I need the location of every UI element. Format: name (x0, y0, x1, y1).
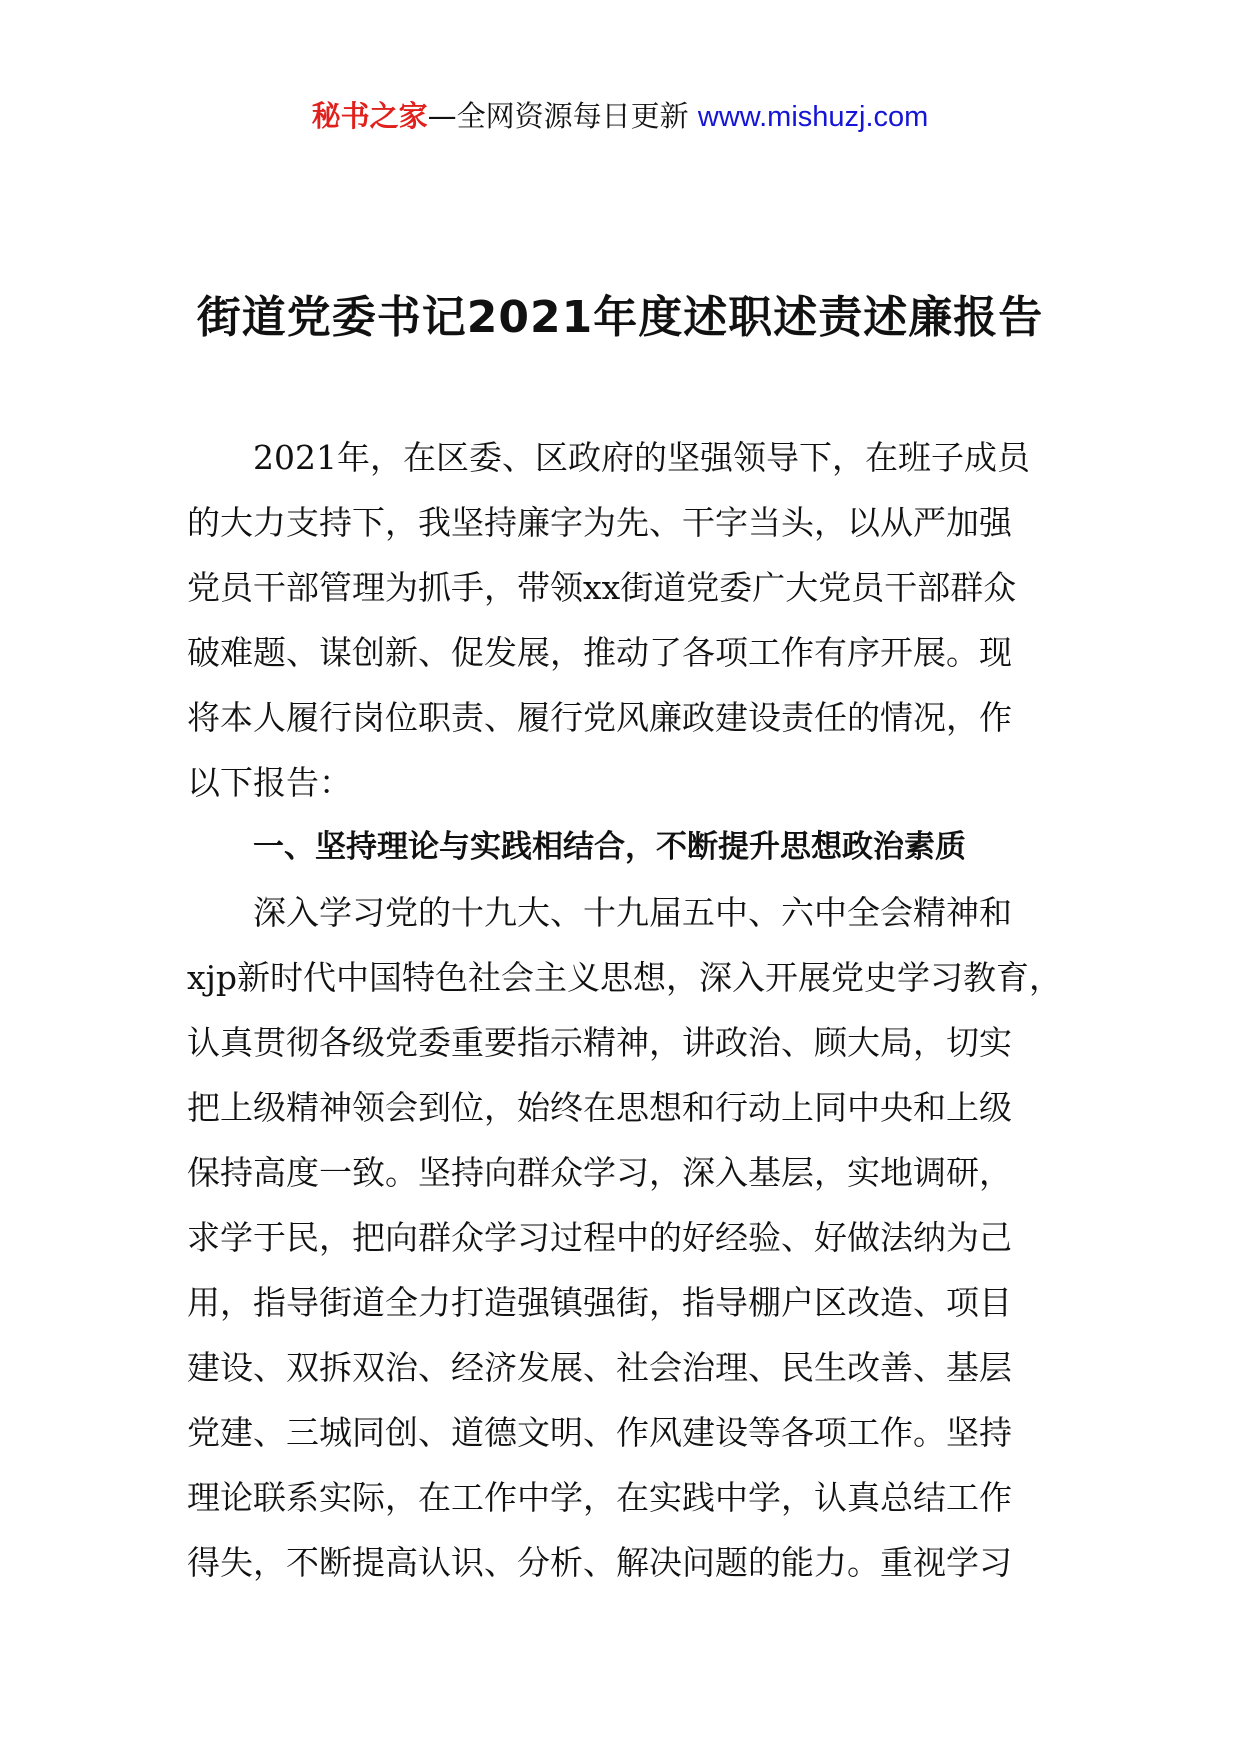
section-heading: 一、坚持理论与实践相结合，不断提升思想政治素质 (253, 829, 966, 865)
body-line: 求学于民，把向群众学习过程中的好经验、好做法纳为己 (187, 1218, 1012, 1257)
body-line: 用，指导街道全力打造强镇强街，指导棚户区改造、项目 (187, 1283, 1012, 1322)
site-brand: 秘书之家 (311, 99, 428, 133)
document-body (187, 425, 1067, 1595)
body-line: 理论联系实际，在工作中学，在实践中学，认真总结工作 (187, 1478, 1012, 1517)
body-line: 得失，不断提高认识、分析、解决问题的能力。重视学习 (187, 1543, 1012, 1582)
body-line: 党员干部管理为抓手，带领xx街道党委广大党员干部群众 (187, 568, 1017, 607)
body-line: xjp新时代中国特色社会主义思想，深入开展党史学习教育， (187, 958, 1062, 997)
body-line: 保持高度一致。坚持向群众学习，深入基层，实地调研， (187, 1153, 1012, 1192)
body-line: 深入学习党的十九大、十九届五中、六中全会精神和 (253, 893, 1012, 932)
body-line: 把上级精神领会到位，始终在思想和行动上同中央和上级 (187, 1088, 1012, 1127)
document-title: 街道党委书记2021年度述职述责述廉报告 (196, 292, 1044, 343)
body-line: 建设、双拆双治、经济发展、社会治理、民生改善、基层 (187, 1348, 1012, 1387)
body-line: 党建、三城同创、道德文明、作风建设等各项工作。坚持 (187, 1413, 1012, 1452)
site-tagline: —全网资源每日更新 (427, 99, 698, 133)
body-line: 2021年，在区委、区政府的坚强领导下，在班子成员 (253, 438, 1030, 477)
site-header (0, 96, 1240, 137)
body-line: 以下报告： (187, 763, 352, 802)
body-line: 破难题、谋创新、促发展，推动了各项工作有序开展。现 (187, 633, 1012, 672)
site-url-link[interactable]: www.mishuzj.com (697, 101, 929, 133)
body-line: 的大力支持下，我坚持廉字为先、干字当头，以从严加强 (187, 503, 1012, 542)
body-line: 认真贯彻各级党委重要指示精神，讲政治、顾大局，切实 (187, 1023, 1012, 1062)
body-line: 将本人履行岗位职责、履行党风廉政建设责任的情况，作 (187, 698, 1012, 737)
